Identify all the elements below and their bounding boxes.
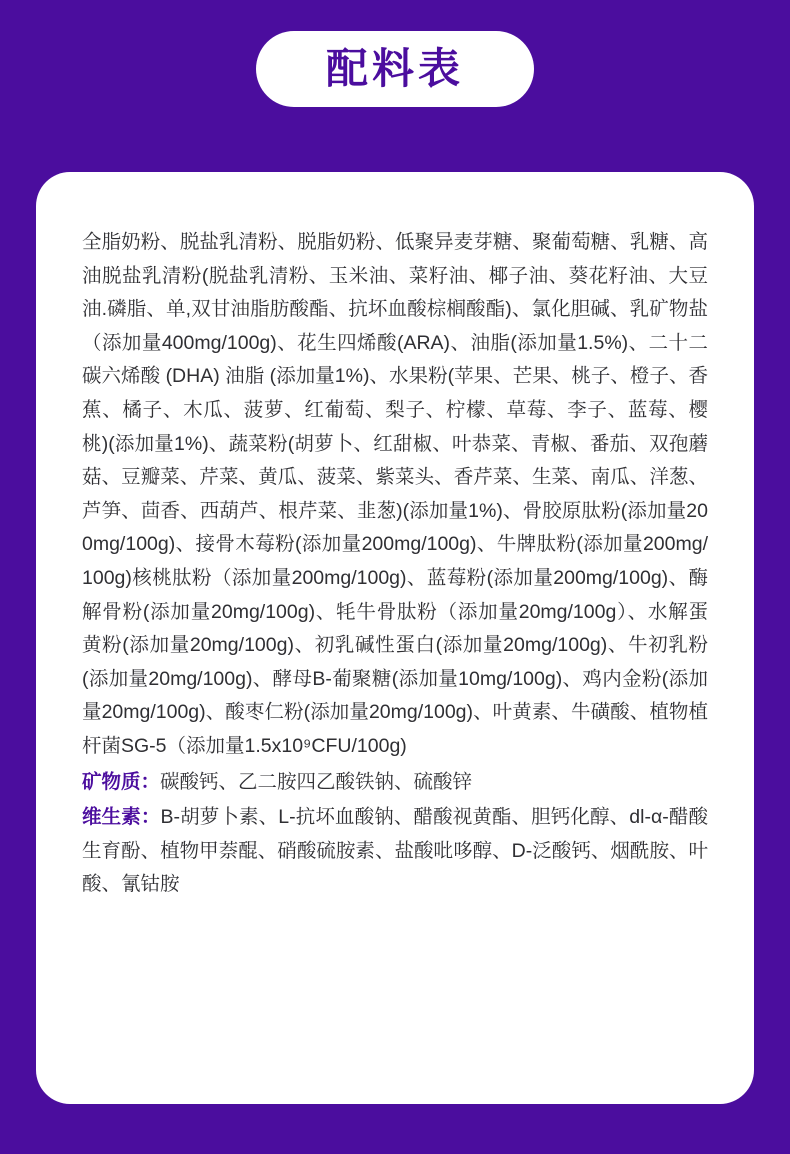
page-title: 配料表 [325,45,464,92]
vitamins-label: 维生素： [82,806,161,829]
vitamins-section [82,801,708,902]
minerals-label: 矿物质： [82,770,161,793]
ingredients-card [36,172,754,1104]
vitamins-line [82,801,708,902]
minerals-text: 碳酸钙、乙二胺四乙酸铁钠、硫酸锌 [160,770,473,793]
minerals-section [82,766,708,800]
vitamins-text: B-胡萝卜素、L-抗坏血酸钠、醋酸视黄酯、胆钙化醇、dl-α-醋酸生育酚、植物甲萘醌、硝酸硫胺素、盐酸吡哆醇、D-泛酸钙、烟酰胺、叶酸、氰钴胺 [82,806,708,896]
minerals-line [82,766,708,800]
page-title-pill [256,31,534,107]
ingredients-main-text: 全脂奶粉、脱盐乳清粉、脱脂奶粉、低聚异麦芽糖、聚葡萄糖、乳糖、高油脱盐乳清粉(脱盐乳清粉、玉米油、菜籽油、椰子油、葵花籽油、大豆油.磷脂、单,双甘油脂肪酸酯、抗坏血酸棕榈酸酯)、氯化胆碱、乳矿物盐（添加量400mg/100g)、花生四烯酸(ARA)、油脂(添加量1.5%)、二十二碳六烯酸 (DHA) 油脂 (添加量1%)、水果粉(苹果、芒果、桃子、橙子、香蕉、橘子、木瓜、菠萝、红葡萄、梨子、柠檬、草莓、李子、蓝莓、樱桃)(添加量1%)、蔬菜粉(胡萝卜、红甜椒、叶恭菜、青椒、番茄、双孢蘑菇、豆瓣菜、芹菜、黄瓜、菠菜、紫菜头、香芹菜、生菜、南瓜、洋葱、芦笋、茴香、西葫芦、根芹菜、韭葱)(添加量1%)、骨胶原肽粉(添加量200mg/100g)、接骨木莓粉(添加量200mg/100g)、牛牌肽粉(添加量200mg/100g)核桃肽粉（添加量200mg/100g)、蓝莓粉(添加量200mg/100g)、酶解骨粉(添加量20mg/100g)、牦牛骨肽粉（添加量20mg/100g）、水解蛋黄粉(添加量20mg/100g)、初乳碱性蛋白(添加量20mg/100g)、牛初乳粉(添加量20mg/100g)、酵母B-葡聚糖(添加量10mg/100g)、鸡内金粉(添加量20mg/100g)、酸枣仁粉(添加量20mg/100g)、叶黄素、牛磺酸、植物植杆菌SG-5（添加量1.5x10⁹CFU/100g) [82,231,708,757]
